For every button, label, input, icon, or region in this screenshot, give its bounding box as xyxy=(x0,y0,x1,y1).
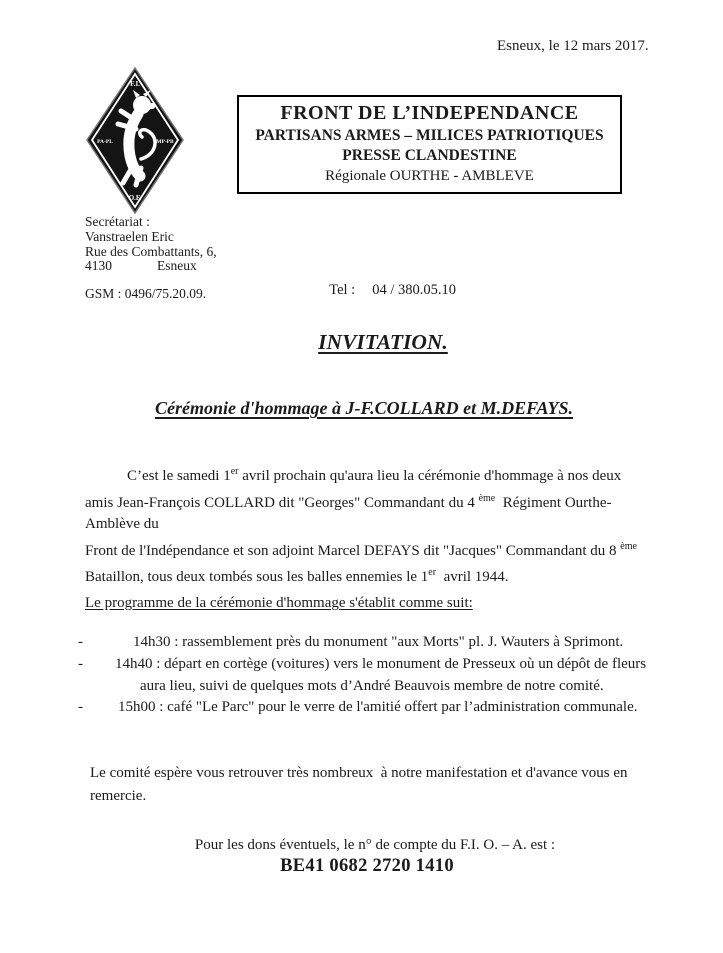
secretariat-name: Vanstraelen Eric xyxy=(85,228,174,244)
logo-left-label: PA-PL xyxy=(97,139,113,145)
ceremony-title: Cérémonie d'hommage à J-F.COLLARD et M.DEFAYS. xyxy=(154,398,574,418)
body-paragraph xyxy=(85,461,665,589)
bullet-dash: - xyxy=(78,699,83,716)
program-heading: Le programme de la cérémonie d'hommage s'établit comme suit: xyxy=(85,595,473,611)
donation-text: Pour les dons éventuels, le n° de compte du F.I. O. – A. est : xyxy=(194,837,556,853)
closing-paragraph xyxy=(90,762,665,807)
superscript-er: er xyxy=(428,567,437,579)
bullet-dash: - xyxy=(78,634,83,650)
org-subtitle-1: PARTISANS ARMES – MILICES PATRIOTIQUES xyxy=(255,127,604,144)
invitation-title: INVITATION. xyxy=(318,330,448,354)
secretariat-block xyxy=(85,215,217,302)
superscript-eme: ème xyxy=(478,492,496,504)
body-line-4: Front de l'Indépendance et son adjoint Marcel DEFAYS dit "Jacques" Commandant du 8 $^{ème}$ xyxy=(85,540,637,559)
body-line-1: C’est le samedi 1er avril prochain qu'aura lieu la cérémonie d'hommage à nos deux xyxy=(127,466,622,484)
tel-label: Tel : xyxy=(329,282,356,298)
program-item-2-continued: aura lieu, suivi de quelques mots d’André Beauvois membre de notre comité. xyxy=(140,677,604,694)
superscript-eme: ème xyxy=(620,540,637,552)
secretariat-postal: 4130 xyxy=(85,258,112,274)
closing-line-2: remercie. xyxy=(90,787,147,804)
logo-bottom-label: O.F. xyxy=(128,194,142,202)
date-line: Esneux, le 12 mars 2017. xyxy=(497,38,649,54)
body-line-2: amis Jean-François COLLARD dit "Georges" Commandant du 4 $^{ème}$ Régiment Ourthe- xyxy=(85,492,612,511)
secretariat-city: Esneux xyxy=(157,258,197,274)
donation-iban: BE41 0682 2720 1410 xyxy=(280,856,454,876)
bullet-dash: - xyxy=(78,655,83,672)
secretariat-street: Rue des Combattants, 6, xyxy=(85,243,217,259)
letterhead-box xyxy=(237,95,622,194)
program-list xyxy=(78,632,663,719)
body-line-3: Amblève du xyxy=(85,516,159,533)
closing-line-1: Le comité espère vous retrouver très nombreux à notre manifestation et d'avance vous en xyxy=(90,765,628,781)
logo-top-label: F.I. xyxy=(130,80,140,88)
org-regional: Régionale OURTHE - AMBLEVE xyxy=(325,168,534,184)
secretariat-gsm: GSM : 0496/75.20.09. xyxy=(85,286,207,302)
secretariat-city-line xyxy=(85,259,217,274)
tel-number: 04 / 380.05.10 xyxy=(372,282,456,298)
fi-diamond-lion-icon xyxy=(84,66,186,216)
logo-right-label: MP-PB xyxy=(156,139,174,145)
org-subtitle-2: PRESSE CLANDESTINE xyxy=(342,147,517,164)
program-item-3: - 15h00 : café "Le Parc" pour le verre de l'amitié offert par l’administration communale. xyxy=(78,697,663,719)
tel-line xyxy=(315,265,456,316)
fi-logo xyxy=(84,66,186,216)
secretariat-title: Secrétariat : xyxy=(85,214,150,229)
body-line-5: Bataillon, tous deux tombés sous les balles ennemies le 1er avril 1944. xyxy=(85,567,509,586)
program-item-1: - 14h30 : rassemblement près du monument "aux Morts" pl. J. Wauters à Sprimont. xyxy=(78,632,663,654)
program-item-2: - 14h40 : départ en cortège (voitures) vers le monument de Presseux où un dépôt de fleurs xyxy=(78,654,663,676)
superscript-er: er xyxy=(230,466,239,477)
org-name: FRONT DE L’INDEPENDANCE xyxy=(280,102,579,124)
